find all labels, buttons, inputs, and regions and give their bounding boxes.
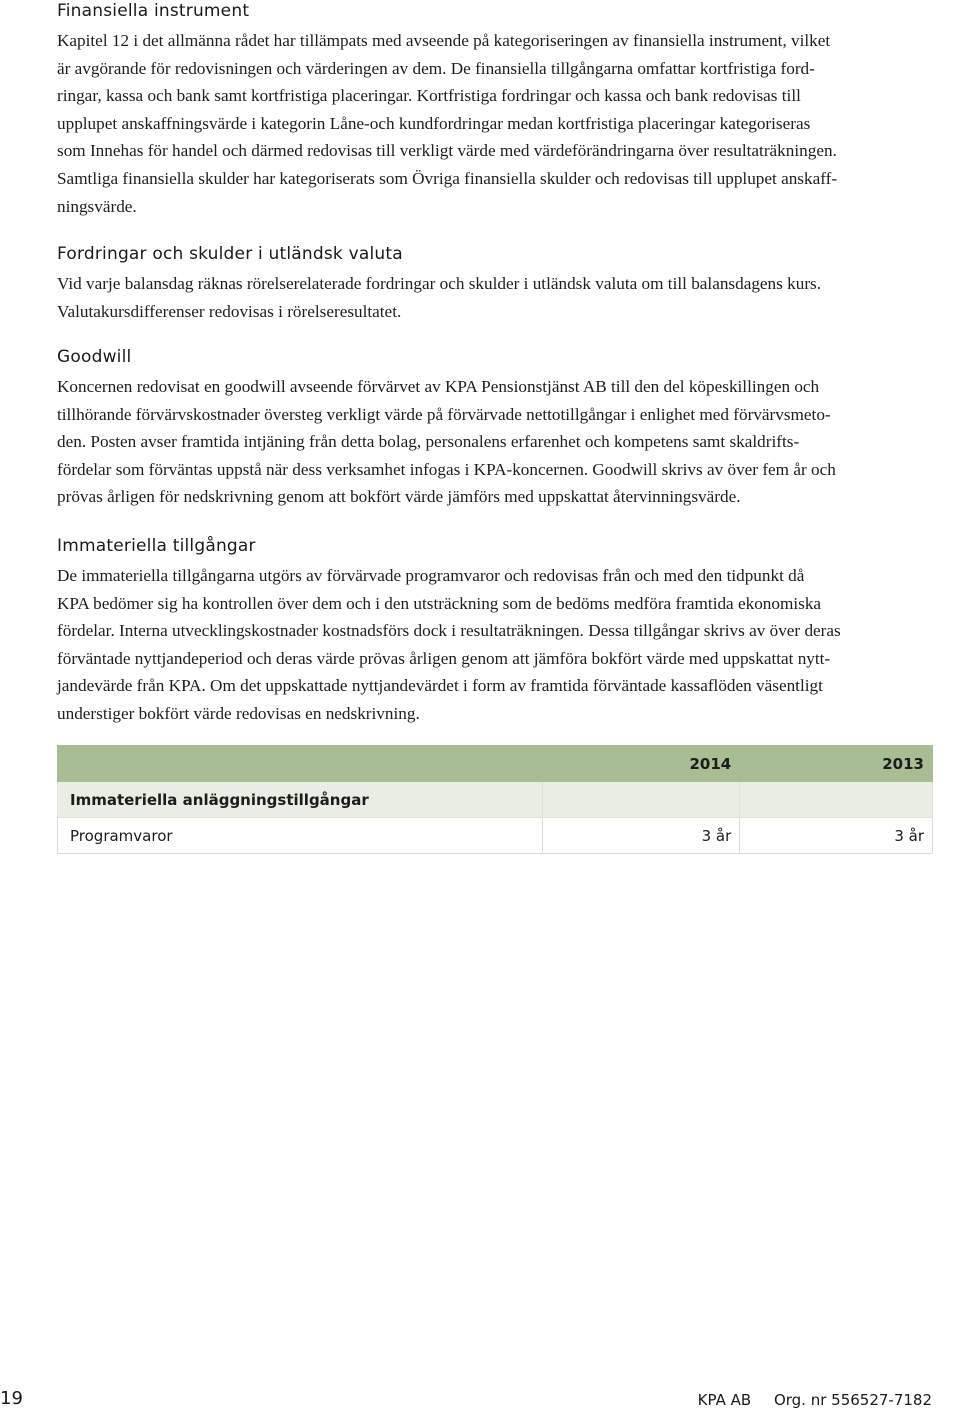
section-utlandsk-valuta bbox=[57, 243, 821, 325]
table-cell bbox=[740, 782, 933, 818]
text-line: som Innehas för handel och därmed redovisas till verkligt värde med värdeförändringarna över resultaträkningen. bbox=[57, 141, 837, 161]
text-line: upplupet anskaffningsvärde i kategorin Låne-och kundfordringar medan kortfristiga placeringar kategoriseras bbox=[57, 113, 811, 133]
text-line: understiger bokfört värde redovisas en nedskrivning. bbox=[57, 703, 420, 723]
text-line: ningsvärde. bbox=[57, 196, 137, 216]
table-category-row bbox=[58, 782, 933, 818]
table-row-label: Programvaror bbox=[58, 818, 543, 854]
section-heading: Immateriella tillgångar bbox=[57, 536, 256, 556]
section-body bbox=[57, 270, 821, 325]
table-header-year: 2013 bbox=[740, 746, 933, 782]
section-heading: Finansiella instrument bbox=[57, 1, 250, 21]
text-line: KPA bedömer sig ha kontrollen över dem och i den utsträckning som de bedöms medföra framtida ekonomiska bbox=[57, 593, 822, 613]
text-line: fördelar. Interna utvecklingskostnader kostnadsförs dock i resultaträkningen. Dessa tillgångar skrivs av över deras bbox=[57, 621, 841, 641]
text-line: fördelar som förväntas uppstå när dess verksamhet infogas i KPA-koncernen. Goodwill skrivs av över fem år och bbox=[57, 459, 836, 479]
section-body bbox=[57, 373, 836, 511]
text-line: Valutakursdifferenser redovisas i rörelseresultatet. bbox=[57, 301, 402, 321]
table-category-label: Immateriella anläggningstillgångar bbox=[58, 782, 543, 818]
text-line: Kapitel 12 i det allmänna rådet har tillämpats med avseende på kategoriseringen av finansiella instrument, vilket bbox=[57, 31, 831, 50]
table-header-empty bbox=[58, 746, 543, 782]
table-cell bbox=[543, 782, 740, 818]
footer-company-name: KPA AB bbox=[697, 1391, 752, 1409]
section-heading: Goodwill bbox=[57, 347, 132, 367]
footer-company-info bbox=[698, 1391, 932, 1409]
section-heading: Fordringar och skulder i utländsk valuta bbox=[57, 244, 403, 264]
text-line: den. Posten avser framtida intjäning från detta bolag, personalens erfarenhet och kompetens samt skaldrifts- bbox=[57, 432, 800, 452]
section-body bbox=[57, 562, 841, 728]
text-line: Koncernen redovisat en goodwill avseende förvärvet av KPA Pensionstjänst AB till den del köpeskillingen och bbox=[57, 377, 820, 396]
text-line: Samtliga finansiella skulder har kategoriserats som Övriga finansiella skulder och redovisas till upplupet anskaff- bbox=[57, 168, 838, 188]
text-line: förväntade nyttjandeperiod och deras värde prövas årligen genom att jämföra bokfört värde med uppskattat nytt- bbox=[57, 648, 831, 668]
section-finansiella-instrument bbox=[57, 0, 837, 220]
table-header-row bbox=[58, 746, 933, 782]
text-line: De immateriella tillgångarna utgörs av förvärvade programvaror och redovisas från och med den tidpunkt då bbox=[57, 566, 805, 585]
table-cell: 3 år bbox=[740, 818, 933, 854]
text-line: är avgörande för redovisningen och värderingen av dem. De finansiella tillgångarna omfattar kortfristiga ford- bbox=[57, 58, 815, 78]
text-line: tillhörande förvärvskostnader översteg verkligt värde på förvärvade nettotillgångar i enlighet med förvärvsmeto- bbox=[57, 404, 831, 424]
text-line: jandevärde från KPA. Om det uppskattade nyttjandevärdet i form av framtida förväntade kassaflöden väsentligt bbox=[57, 676, 823, 696]
footer-org-number: Org. nr 556527-7182 bbox=[773, 1391, 932, 1409]
table-header-year: 2014 bbox=[543, 746, 740, 782]
page-number: 19 bbox=[0, 1388, 23, 1409]
text-line: prövas årligen för nedskrivning genom att bokfört värde jämförs med uppskattat återvinningsvärde. bbox=[57, 487, 741, 507]
section-goodwill bbox=[57, 346, 836, 511]
section-body bbox=[57, 27, 837, 220]
text-line: Vid varje balansdag räknas rörelserelaterade fordringar och skulder i utländsk valuta om till balansdagens kurs. bbox=[57, 274, 822, 293]
table-row bbox=[58, 818, 933, 854]
section-immateriella-tillgangar bbox=[57, 535, 841, 728]
table-cell: 3 år bbox=[543, 818, 740, 854]
depreciation-table bbox=[57, 745, 933, 854]
text-line: ringar, kassa och bank samt kortfristiga placeringar. Kortfristiga fordringar och kassa och bank redovisas till bbox=[57, 86, 801, 106]
